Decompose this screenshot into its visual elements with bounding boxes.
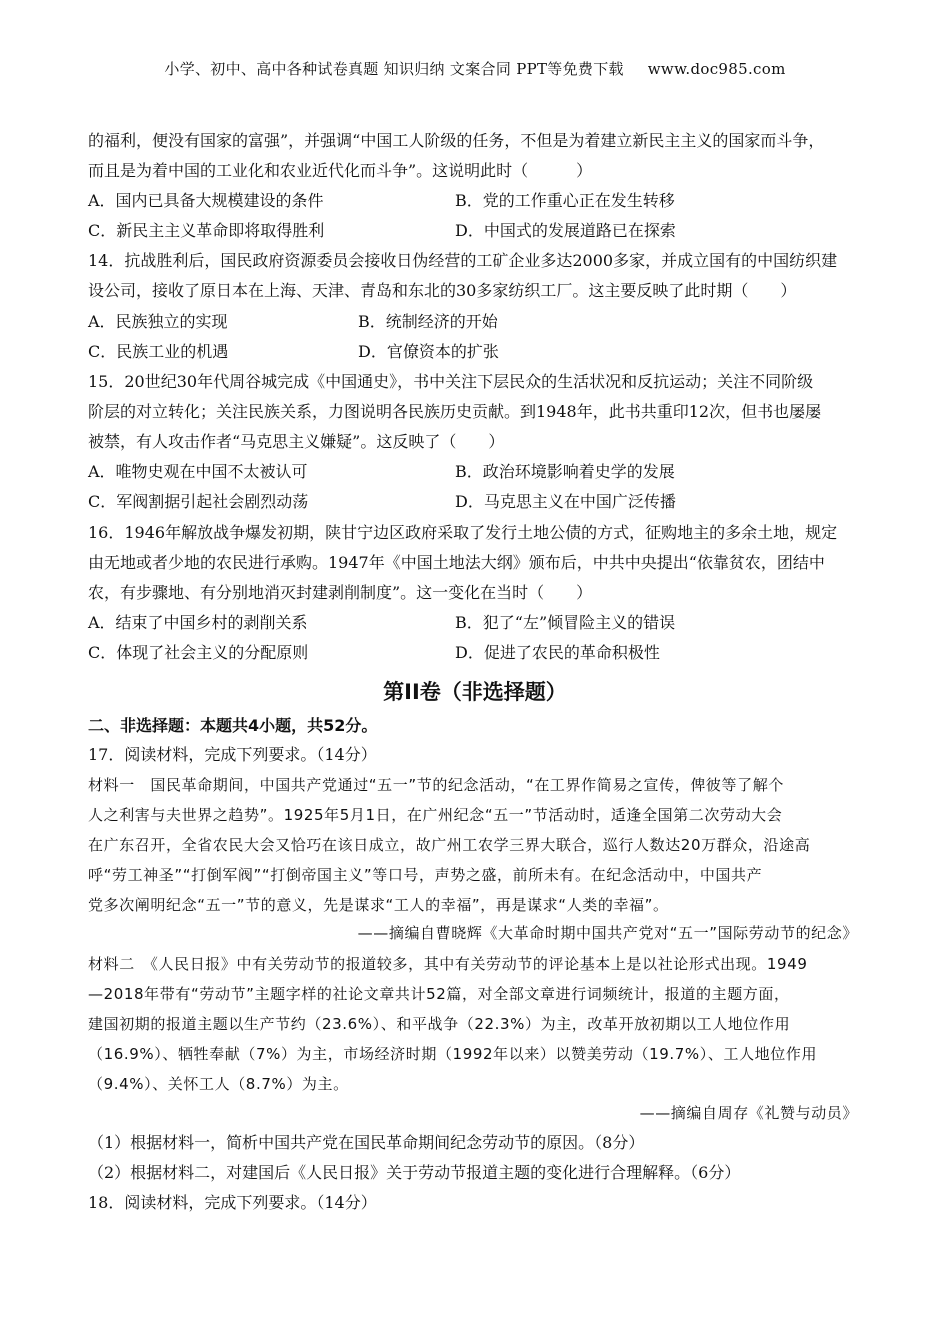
q14-option-c: C．民族工业的机遇 — [88, 342, 229, 361]
q17-material-1-line-1: 材料一 国民革命期间，中国共产党通过“五一”节的纪念活动，“在工界作简易之宣传，俾彼等了解个 — [88, 776, 784, 794]
q16-option-d: D．促进了农民的革命积极性 — [455, 643, 660, 662]
q16-option-c: C．体现了社会主义的分配原则 — [88, 643, 309, 662]
q14-line-2: 设公司，接收了原日本在上海、天津、青岛和东北的30多家纺织工厂。这主要反映了此时期（ ） — [88, 281, 797, 300]
q17-material-1-line-3: 在广东召开，全省农民大会又恰巧在该日成立，故广州工农学三界大联合，巡行人数达20万群众，沿途高 — [88, 836, 811, 854]
q16-line-2: 由无地或者少地的农民进行承购。1947年《中国土地法大纲》颁布后，中共中央提出“依靠贫农，团结中 — [88, 553, 825, 572]
q15-line-3: 被禁，有人攻击作者“马克思主义嫌疑”。这反映了（ ） — [88, 432, 505, 451]
q15-line-1: 15．20世纪30年代周谷城完成《中国通史》，书中关注下层民众的生活状况和反抗运动；关注不同阶级 — [88, 372, 814, 391]
q17-subquestion-2: （2）根据材料二，对建国后《人民日报》关于劳动节报道主题的变化进行合理解释。（6分） — [88, 1163, 741, 1182]
q13-line-2: 而且是为着中国的工业化和农业近代化而斗争”。这说明此时（ ） — [88, 161, 593, 180]
q16-option-b: B．犯了“左”倾冒险主义的错误 — [455, 613, 676, 632]
q16-line-3: 农，有步骤地、有分别地消灭封建剥削制度”。这一变化在当时（ ） — [88, 583, 593, 602]
q17-material-2-line-3: 建国初期的报道主题以生产节约（23.6%）、和平战争（22.3%）为主，改革开放初期以工人地位作用 — [88, 1015, 791, 1033]
q13-line-1: 的福利，便没有国家的富强”，并强调“中国工人阶级的任务，不但是为着建立新民主主义的国家而斗争， — [88, 131, 825, 150]
q15-option-b: B．政治环境影响着史学的发展 — [455, 462, 675, 481]
q17-material-2-line-5: （9.4%）、关怀工人（8.7%）为主。 — [88, 1075, 349, 1093]
q18-stem: 18．阅读材料，完成下列要求。（14分） — [88, 1193, 377, 1212]
q17-material-2-line-2: —2018年带有“劳动节”主题字样的社论文章共计52篇，对全部文章进行词频统计，报道的主题方面， — [88, 985, 790, 1003]
q15-option-a: A．唯物史观在中国不太被认可 — [88, 462, 308, 481]
q15-option-c: C．军阀割据引起社会剧烈动荡 — [88, 492, 309, 511]
q17-material-2-source: ——摘编自周存《礼赞与动员》 — [639, 1104, 858, 1122]
q15-option-d: D．马克思主义在中国广泛传播 — [455, 492, 676, 511]
q17-material-1-source: ——摘编自曹晓辉《大革命时期中国共产党对“五一”国际劳动节的纪念》 — [357, 924, 858, 942]
part-heading: 二、非选择题：本题共4小题，共52分。 — [88, 716, 378, 735]
q13-option-a: A．国内已具备大规模建设的条件 — [88, 191, 324, 210]
page-header — [0, 58, 950, 79]
header-site-link[interactable]: www.doc985.com — [647, 60, 786, 78]
q17-material-1-line-4: 呼“劳工神圣”“打倒军阀”“打倒帝国主义”等口号，声势之盛，前所未有。在纪念活动中，中国共产 — [88, 866, 763, 884]
q17-material-1-line-5: 党多次阐明纪念“五一”节的意义，先是谋求“工人的幸福”，再是谋求“人类的幸福”。 — [88, 896, 669, 914]
q17-material-2-line-4: （16.9%）、牺牲奉献（7%）为主，市场经济时期（1992年以来）以赞美劳动（19.7%）、工人地位作用 — [88, 1045, 818, 1063]
q13-option-c: C．新民主主义革命即将取得胜利 — [88, 221, 325, 240]
q16-line-1: 16．1946年解放战争爆发初期，陕甘宁边区政府采取了发行土地公债的方式，征购地主的多余土地，规定 — [88, 523, 838, 542]
q17-subquestion-1: （1）根据材料一，简析中国共产党在国民革命期间纪念劳动节的原因。（8分） — [88, 1133, 645, 1152]
q14-option-b: B．统制经济的开始 — [358, 312, 498, 331]
q14-option-d: D．官僚资本的扩张 — [358, 342, 499, 361]
header-text: 小学、初中、高中各种试卷真题 知识归纳 文案合同 PPT等免费下载 — [164, 60, 624, 78]
q17-stem: 17．阅读材料，完成下列要求。（14分） — [88, 745, 377, 764]
q15-line-2: 阶层的对立转化；关注民族关系，力图说明各民族历史贡献。到1948年，此书共重印12次，但书也屡屡 — [88, 402, 822, 421]
q17-material-2-line-1: 材料二 《人民日报》中有关劳动节的报道较多，其中有关劳动节的评论基本上是以社论形式出现。1949 — [88, 955, 808, 973]
q17-material-1-line-2: 人之利害与夫世界之趋势”。1925年5月1日，在广州纪念“五一”节活动时，适逢全国第二次劳动大会 — [88, 806, 783, 824]
section-title: 第II卷（非选择题） — [383, 680, 567, 704]
q16-option-a: A．结束了中国乡村的剥削关系 — [88, 613, 308, 632]
q13-option-b: B．党的工作重心正在发生转移 — [455, 191, 675, 210]
q14-option-a: A．民族独立的实现 — [88, 312, 228, 331]
q14-line-1: 14．抗战胜利后，国民政府资源委员会接收日伪经营的工矿企业多达2000多家，并成立国有的中国纺织建 — [88, 251, 838, 270]
q13-option-d: D．中国式的发展道路已在探索 — [455, 221, 676, 240]
